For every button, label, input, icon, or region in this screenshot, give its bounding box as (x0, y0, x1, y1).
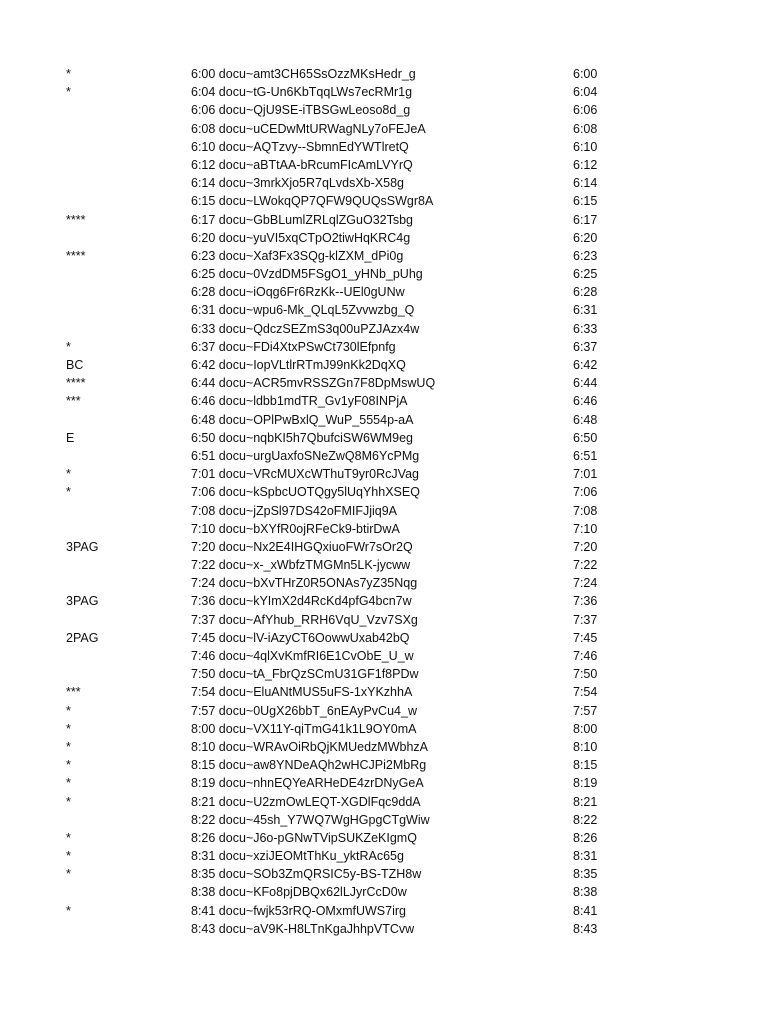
row-mark: **** (66, 248, 86, 263)
row-time: 7:10 (573, 521, 598, 536)
list-item (0, 411, 768, 429)
list-item (0, 829, 768, 847)
list-item (0, 520, 768, 538)
row-time: 6:44 (573, 376, 598, 391)
row-document: 7:37 docu~AfYhub_RRH6VqU_Vzv7SXg (191, 612, 418, 627)
row-mark: * (66, 485, 71, 500)
row-document: 6:44 docu~ACR5mvRSSZGn7F8DpMswUQ (191, 376, 436, 391)
list-item (0, 574, 768, 592)
list-item (0, 356, 768, 374)
list-item (0, 738, 768, 756)
row-document: 8:00 docu~VX11Y-qiTmG41k1L9OY0mA (191, 721, 417, 736)
row-document: 6:04 docu~tG-Un6KbTqqLWs7ecRMr1g (191, 85, 413, 100)
row-mark: **** (66, 212, 86, 227)
row-time: 6:23 (573, 248, 598, 263)
row-document: 7:36 docu~kYImX2d4RcKd4pfG4bcn7w (191, 594, 412, 609)
row-time: 6:25 (573, 267, 598, 282)
list-item (0, 665, 768, 683)
row-mark: **** (66, 376, 86, 391)
row-time: 7:24 (573, 576, 598, 591)
row-document: 6:10 docu~AQTzvy--SbmnEdYWTlretQ (191, 139, 409, 154)
row-document: 6:23 docu~Xaf3Fx3SQg-klZXM_dPi0g (191, 248, 404, 263)
row-time: 8:43 (573, 921, 598, 936)
row-time: 7:20 (573, 539, 598, 554)
row-document: 6:20 docu~yuVI5xqCTpO2tiwHqKRC4g (191, 230, 411, 245)
row-document: 8:35 docu~SOb3ZmQRSIC5y-BS-TZH8w (191, 867, 422, 882)
row-time: 6:51 (573, 448, 598, 463)
row-mark: BC (66, 358, 84, 372)
row-time: 7:08 (573, 503, 598, 518)
row-time: 7:01 (573, 467, 598, 482)
row-mark: * (66, 739, 71, 754)
list-item (0, 320, 768, 338)
list-item (0, 465, 768, 483)
list-item (0, 156, 768, 174)
row-document: 7:50 docu~tA_FbrQzSCmU31GF1f8PDw (191, 667, 419, 682)
row-time: 8:22 (573, 812, 598, 827)
row-mark: 3PAG (66, 594, 99, 609)
row-mark: * (66, 830, 71, 845)
row-document: 6:46 docu~ldbb1mdTR_Gv1yF08INPjA (191, 394, 408, 409)
row-document: 6:06 docu~QjU9SE-iTBSGwLeoso8d_g (191, 103, 411, 118)
list-item (0, 629, 768, 647)
row-document: 8:43 docu~aV9K-H8LTnKgaJhhpVTCvw (191, 921, 415, 936)
row-document: 6:51 docu~urgUaxfoSNeZwQ8M6YcPMg (191, 448, 420, 463)
row-time: 6:37 (573, 339, 598, 354)
list-item (0, 247, 768, 265)
row-document: 6:00 docu~amt3CH65SsOzzMKsHedr_g (191, 67, 416, 81)
row-time: 7:37 (573, 612, 598, 627)
list-item (0, 429, 768, 447)
row-document: 8:19 docu~nhnEQYeARHeDE4zrDNyGeA (191, 776, 424, 791)
row-mark: *** (66, 685, 81, 700)
row-time: 7:46 (573, 649, 598, 663)
list-item (0, 702, 768, 720)
list-item (0, 374, 768, 392)
row-mark: * (66, 85, 71, 100)
row-document: 7:08 docu~jZpSl97DS42oFMIFJjiq9A (191, 503, 398, 518)
row-document: 7:01 docu~VRcMUXcWThuT9yr0RcJVag (191, 467, 419, 482)
row-document: 6:17 docu~GbBLumlZRLqlZGuO32Tsbg (191, 212, 413, 227)
row-time: 6:15 (573, 194, 598, 209)
row-document: 7:45 docu~lV-iAzyCT6OowwUxab42bQ (191, 630, 410, 645)
row-document: 6:33 docu~QdczSEZmS3q00uPZJAzx4w (191, 321, 420, 336)
row-mark: * (66, 849, 71, 864)
row-time: 6:46 (573, 394, 598, 409)
row-mark: * (66, 721, 71, 736)
row-mark: * (66, 758, 71, 773)
list-item (0, 338, 768, 356)
row-time: 7:50 (573, 667, 598, 682)
row-document: 6:08 docu~uCEDwMtURWagNLy7oFEJeA (191, 121, 426, 136)
row-time: 6:48 (573, 412, 598, 427)
row-document: 7:57 docu~0UgX26bbT_6nEAyPvCu4_w (191, 703, 417, 718)
list-item (0, 211, 768, 229)
row-time: 6:42 (573, 358, 598, 372)
list-item (0, 192, 768, 210)
row-time: 8:00 (573, 721, 598, 736)
row-document: 6:28 docu~iOqg6Fr6RzKk--UEl0gUNw (191, 285, 405, 300)
row-time: 6:50 (573, 430, 598, 445)
row-mark: 2PAG (66, 630, 99, 645)
list-item (0, 920, 768, 938)
list-item (0, 447, 768, 465)
row-document: 8:26 docu~J6o-pGNwTVipSUKZeKIgmQ (191, 830, 417, 845)
list-item (0, 301, 768, 319)
row-document: 8:31 docu~xziJEOMtThKu_yktRAc65g (191, 849, 404, 864)
list-item (0, 502, 768, 520)
row-mark: *** (66, 394, 81, 409)
row-document: 8:22 docu~45sh_Y7WQ7WgHGpgCTgWiw (191, 812, 430, 827)
row-document: 7:24 docu~bXvTHrZ0R5ONAs7yZ35Nqg (191, 576, 418, 591)
row-time: 6:20 (573, 230, 598, 245)
row-mark: * (66, 867, 71, 882)
row-time: 8:35 (573, 867, 598, 882)
list-item (0, 756, 768, 774)
row-document: 8:21 docu~U2zmOwLEQT-XGDlFqc9ddA (191, 794, 421, 809)
list-item (0, 683, 768, 701)
row-time: 7:57 (573, 703, 598, 718)
row-time: 8:38 (573, 885, 598, 900)
row-time: 8:31 (573, 849, 598, 864)
row-mark: * (66, 339, 71, 354)
row-mark: E (66, 430, 75, 445)
row-time: 6:33 (573, 321, 598, 336)
row-document: 6:48 docu~OPlPwBxlQ_WuP_5554p-aA (191, 412, 414, 427)
row-time: 8:19 (573, 776, 598, 791)
row-time: 8:10 (573, 739, 598, 754)
document-list (0, 65, 768, 938)
row-time: 8:21 (573, 794, 598, 809)
row-document: 8:41 docu~fwjk53rRQ-OMxmfUWS7irg (191, 903, 406, 918)
row-mark: * (66, 903, 71, 918)
list-item (0, 229, 768, 247)
row-mark: * (66, 467, 71, 482)
list-item (0, 592, 768, 610)
list-item (0, 611, 768, 629)
list-item (0, 774, 768, 792)
row-time: 8:26 (573, 830, 598, 845)
row-document: 6:15 docu~LWokqQP7QFW9QUQsSWgr8A (191, 194, 434, 209)
list-item (0, 556, 768, 574)
row-time: 6:28 (573, 285, 598, 300)
row-mark: * (66, 67, 71, 81)
row-mark: 3PAG (66, 539, 99, 554)
list-item (0, 847, 768, 865)
list-item (0, 865, 768, 883)
row-time: 8:15 (573, 758, 598, 773)
row-time: 6:00 (573, 67, 598, 81)
row-time: 6:31 (573, 303, 598, 318)
list-item (0, 720, 768, 738)
row-mark: * (66, 703, 71, 718)
row-document: 8:15 docu~aw8YNDeAQh2wHCJPi2MbRg (191, 758, 427, 773)
list-item (0, 65, 768, 83)
row-document: 6:42 docu~IopVLtlrRTmJ99nKk2DqXQ (191, 358, 406, 372)
row-document: 7:46 docu~4qlXvKmfRI6E1CvObE_U_w (191, 649, 414, 663)
row-time: 7:06 (573, 485, 598, 500)
list-item (0, 883, 768, 901)
row-time: 6:06 (573, 103, 598, 118)
row-document: 6:25 docu~0VzdDM5FSgO1_yHNb_pUhg (191, 267, 423, 282)
list-item (0, 647, 768, 665)
row-document: 6:31 docu~wpu6-Mk_QLqL5Zvvwzbg_Q (191, 303, 415, 318)
list-item (0, 392, 768, 410)
list-item (0, 793, 768, 811)
list-item (0, 538, 768, 556)
row-document: 6:14 docu~3mrkXjo5R7qLvdsXb-X58g (191, 176, 404, 191)
list-item (0, 101, 768, 119)
list-item (0, 265, 768, 283)
row-time: 6:12 (573, 157, 598, 172)
row-document: 7:06 docu~kSpbcUOTQgy5lUqYhhXSEQ (191, 485, 420, 500)
list-item (0, 83, 768, 101)
list-item (0, 120, 768, 138)
list-item (0, 138, 768, 156)
row-time: 7:36 (573, 594, 598, 609)
row-time: 6:17 (573, 212, 598, 227)
row-time: 7:45 (573, 630, 598, 645)
row-document: 8:10 docu~WRAvOiRbQjKMUedzMWbhzA (191, 739, 429, 754)
row-document: 6:12 docu~aBTtAA-bRcumFIcAmLVYrQ (191, 157, 413, 172)
row-time: 6:10 (573, 139, 598, 154)
row-time: 7:22 (573, 558, 598, 573)
list-item (0, 174, 768, 192)
row-mark: * (66, 794, 71, 809)
row-time: 6:14 (573, 176, 598, 191)
row-document: 6:50 docu~nqbKI5h7QbufciSW6WM9eg (191, 430, 414, 445)
row-time: 8:41 (573, 903, 598, 918)
row-document: 6:37 docu~FDi4XtxPSwCt730lEfpnfg (191, 339, 396, 354)
list-item (0, 811, 768, 829)
row-document: 7:20 docu~Nx2E4IHGQxiuoFWr7sOr2Q (191, 539, 413, 554)
row-document: 8:38 docu~KFo8pjDBQx62lLJyrCcD0w (191, 885, 407, 900)
row-mark: * (66, 776, 71, 791)
list-item (0, 902, 768, 920)
row-time: 7:54 (573, 685, 598, 700)
row-document: 7:22 docu~x-_xWbfzTMGMn5LK-jycww (191, 558, 411, 573)
row-time: 6:08 (573, 121, 598, 136)
list-item (0, 483, 768, 501)
row-document: 7:10 docu~bXYfR0ojRFeCk9-btirDwA (191, 521, 400, 536)
row-time: 6:04 (573, 85, 598, 100)
row-document: 7:54 docu~EluANtMUS5uFS-1xYKzhhA (191, 685, 413, 700)
list-item (0, 283, 768, 301)
